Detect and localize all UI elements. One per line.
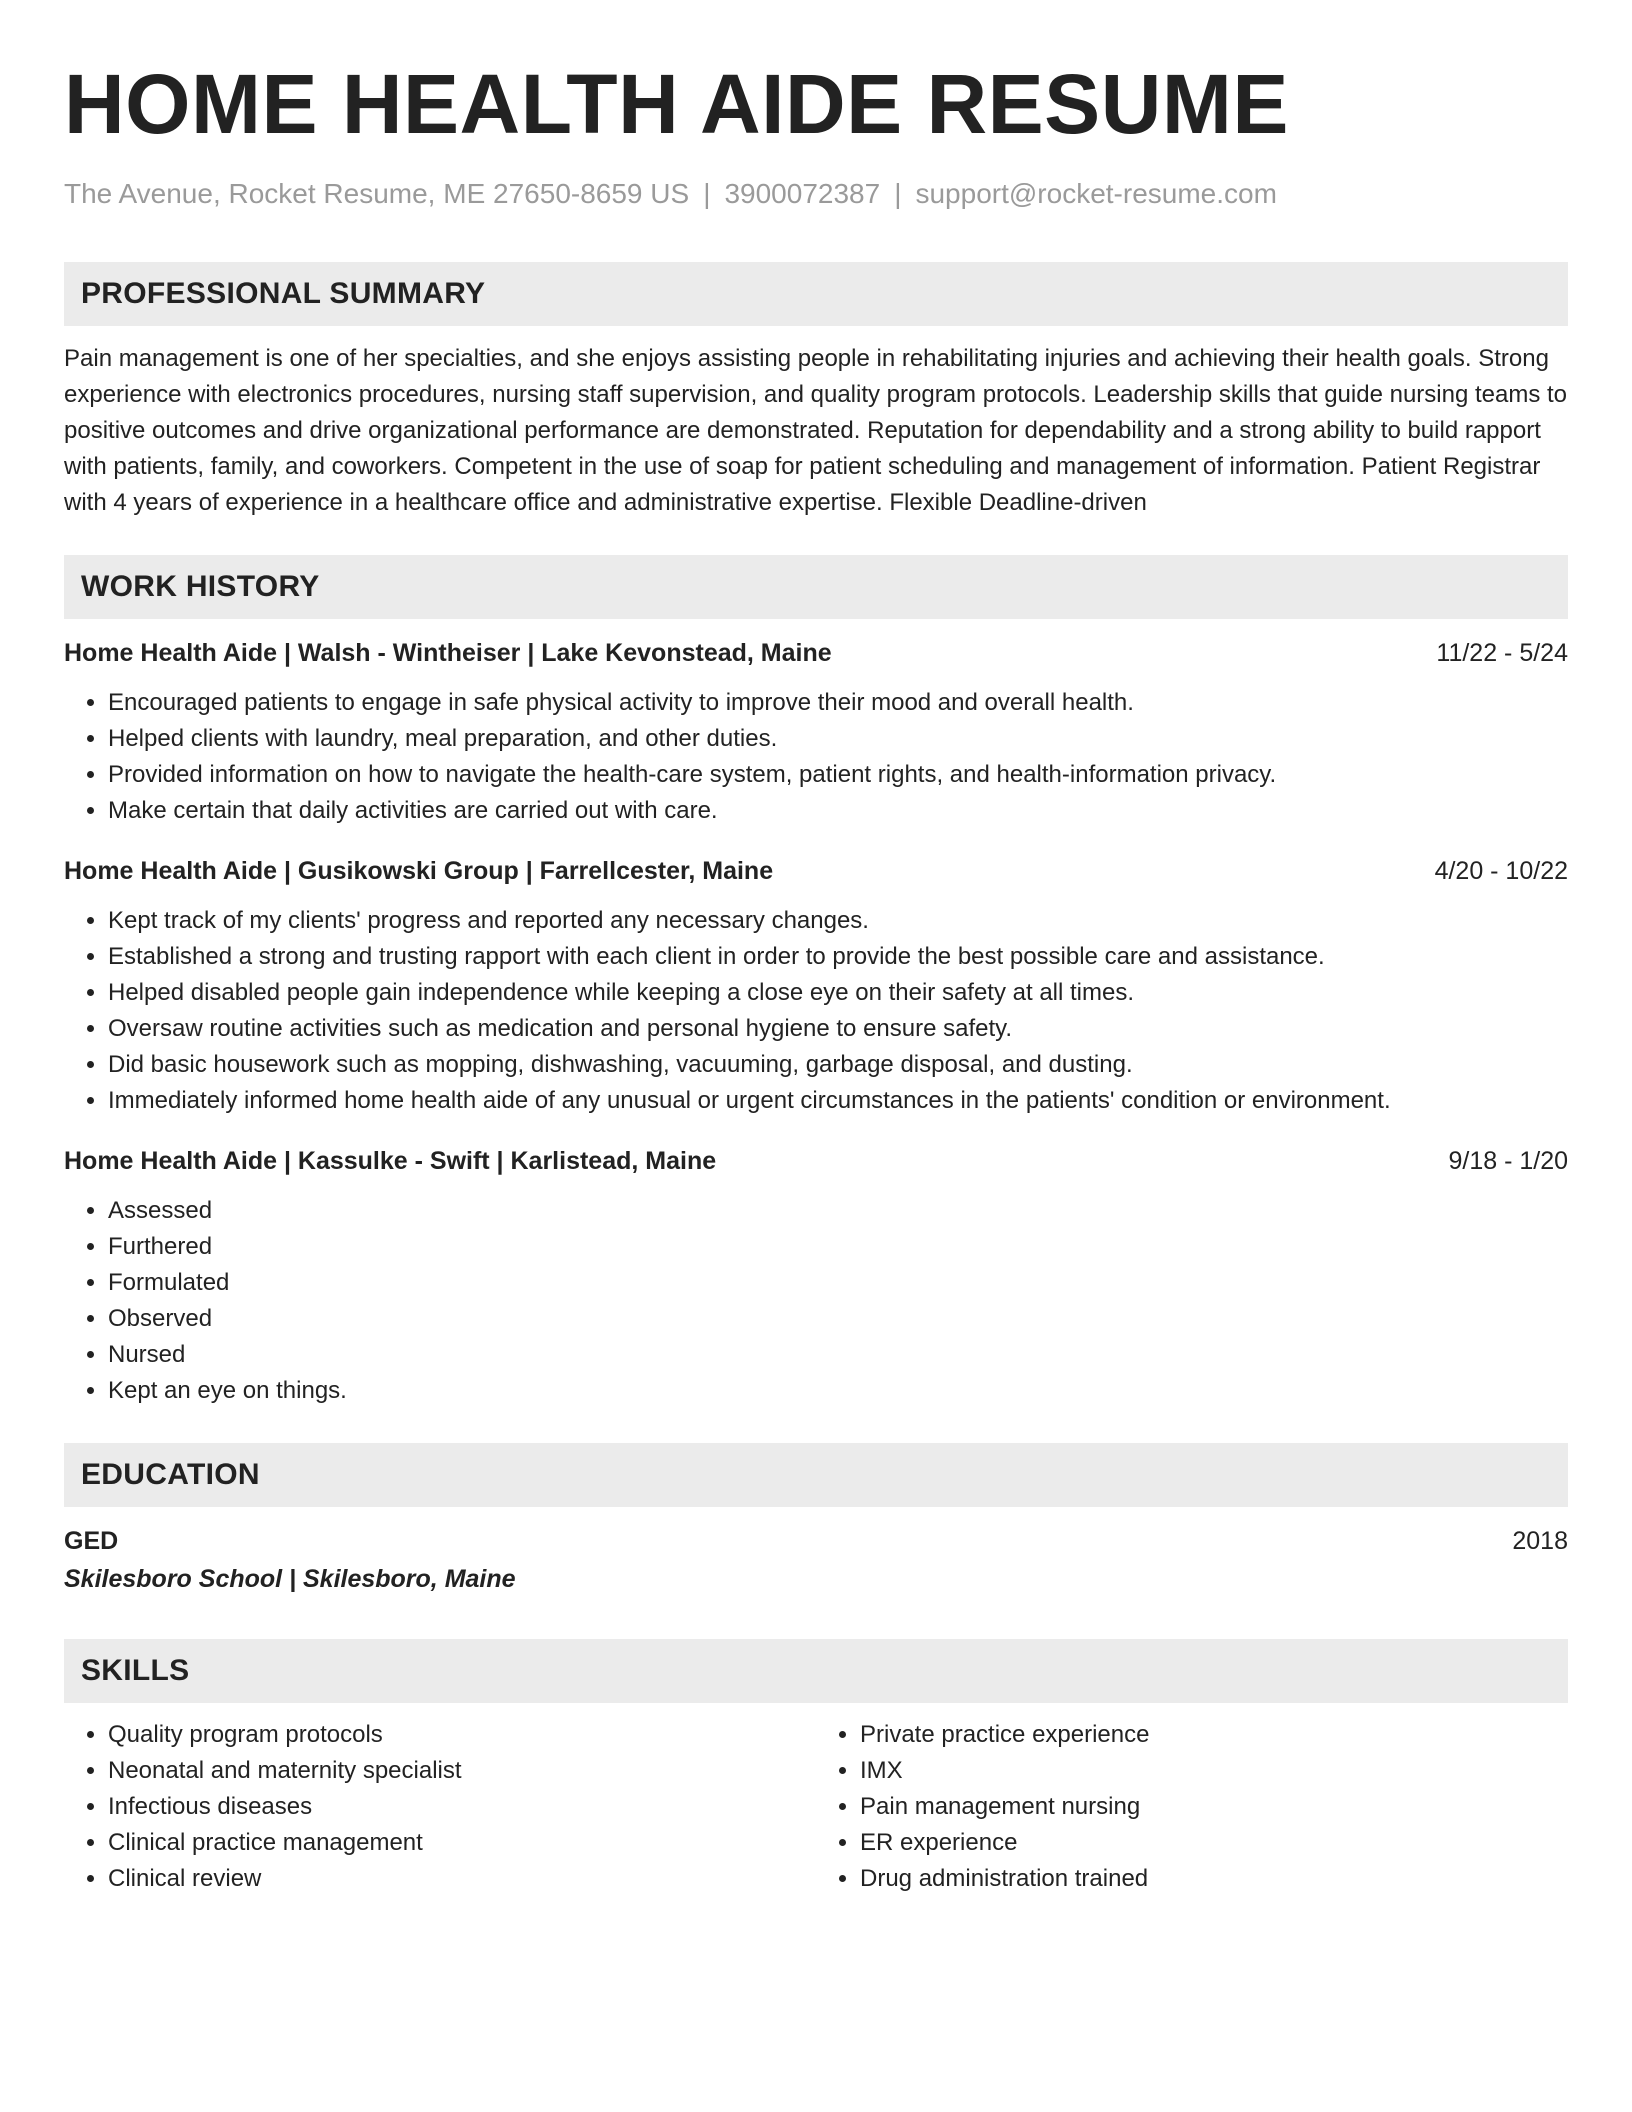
job-title: Home Health Aide | Walsh - Wintheiser | Lake Kevonstead, Maine <box>64 639 832 667</box>
job-title: Home Health Aide | Gusikowski Group | Farrellcester, Maine <box>64 857 774 885</box>
job-bullet-list <box>64 685 1568 829</box>
skill-item: • Clinical review <box>108 1861 816 1897</box>
job-bullet: • Assessed <box>108 1193 1568 1229</box>
job-bullet: • Formulated <box>108 1265 1568 1301</box>
job-heading <box>64 635 1568 671</box>
skill-item: • IMX <box>860 1753 1568 1789</box>
job-heading <box>64 1143 1568 1179</box>
job-bullet: • Kept track of my clients' progress and reported any necessary changes. <box>108 903 1568 939</box>
job-bullet: • Observed <box>108 1301 1568 1337</box>
job-entry <box>64 635 1568 829</box>
job-dates: 9/18 - 1/20 <box>1448 1147 1568 1175</box>
job-dates: 4/20 - 10/22 <box>1434 857 1568 885</box>
skill-item: • Neonatal and maternity specialist <box>108 1753 816 1789</box>
skills-grid <box>64 1717 1568 1897</box>
education-heading <box>64 1523 1568 1559</box>
education-year: 2018 <box>1512 1527 1568 1555</box>
skill-item: • Pain management nursing <box>860 1789 1568 1825</box>
job-bullet: • Encouraged patients to engage in safe physical activity to improve their mood and overall health. <box>108 685 1568 721</box>
job-bullet: • Kept an eye on things. <box>108 1373 1568 1409</box>
job-bullet-list <box>64 903 1568 1119</box>
skill-item: • ER experience <box>860 1825 1568 1861</box>
skills-column-left <box>64 1717 816 1897</box>
section-header-education: EDUCATION <box>64 1443 1568 1507</box>
job-bullet: • Immediately informed home health aide of any unusual or urgent circumstances in the patients' condition or environment. <box>108 1083 1568 1119</box>
job-entry <box>64 853 1568 1119</box>
contact-separator: | <box>894 178 902 209</box>
job-bullet: • Nursed <box>108 1337 1568 1373</box>
job-bullet: • Helped clients with laundry, meal preparation, and other duties. <box>108 721 1568 757</box>
contact-email: support@rocket-resume.com <box>915 178 1277 209</box>
section-header-skills: SKILLS <box>64 1639 1568 1703</box>
job-bullet: • Established a strong and trusting rapport with each client in order to provide the best possible care and assistance. <box>108 939 1568 975</box>
section-header-work-history: WORK HISTORY <box>64 555 1568 619</box>
contact-phone: 3900072387 <box>724 178 881 209</box>
skill-item: • Private practice experience <box>860 1717 1568 1753</box>
contact-address: The Avenue, Rocket Resume, ME 27650-8659 US <box>64 178 690 209</box>
job-bullet: • Helped disabled people gain independence while keeping a close eye on their safety at all times. <box>108 975 1568 1011</box>
section-header-summary: PROFESSIONAL SUMMARY <box>64 262 1568 326</box>
job-bullet: • Did basic housework such as mopping, dishwashing, vacuuming, garbage disposal, and dusting. <box>108 1047 1568 1083</box>
contact-separator: | <box>703 178 711 209</box>
education-degree: GED <box>64 1527 119 1555</box>
job-entry <box>64 1143 1568 1409</box>
skill-item: • Quality program protocols <box>108 1717 816 1753</box>
job-bullet-list <box>64 1193 1568 1409</box>
education-school: Skilesboro School | Skilesboro, Maine <box>64 1565 516 1593</box>
skills-list <box>816 1717 1568 1897</box>
skill-item: • Clinical practice management <box>108 1825 816 1861</box>
resume-title: HOME HEALTH AIDE RESUME <box>64 57 1289 151</box>
job-bullet: • Furthered <box>108 1229 1568 1265</box>
skill-item: • Drug administration trained <box>860 1861 1568 1897</box>
job-dates: 11/22 - 5/24 <box>1436 639 1568 667</box>
job-bullet: • Provided information on how to navigate the health-care system, patient rights, and health-information privacy. <box>108 757 1568 793</box>
job-heading <box>64 853 1568 889</box>
education-entry <box>64 1523 1568 1599</box>
summary-text: Pain management is one of her specialties, and she enjoys assisting people in rehabilitating injuries and achieving their health goals. Strong experience with electronics procedures, nursing staff supervision, and quality program protocols. Leadership skills that guide nursing teams to positive outcomes and drive organizational performance are demonstrated. Reputation for dependability and a strong ability to build rapport with patients, family, and coworkers. Competent in the use of soap for patient scheduling and management of information. Patient Registrar with 4 years of experience in a healthcare office and administrative expertise. Flexible Deadline-driven <box>64 345 1568 516</box>
skills-list <box>64 1717 816 1897</box>
job-title: Home Health Aide | Kassulke - Swift | Karlistead, Maine <box>64 1147 717 1175</box>
job-bullet: • Make certain that daily activities are carried out with care. <box>108 793 1568 829</box>
job-bullet: • Oversaw routine activities such as medication and personal hygiene to ensure safety. <box>108 1011 1568 1047</box>
contact-line <box>64 176 1568 212</box>
skill-item: • Infectious diseases <box>108 1789 816 1825</box>
skills-column-right <box>816 1717 1568 1897</box>
